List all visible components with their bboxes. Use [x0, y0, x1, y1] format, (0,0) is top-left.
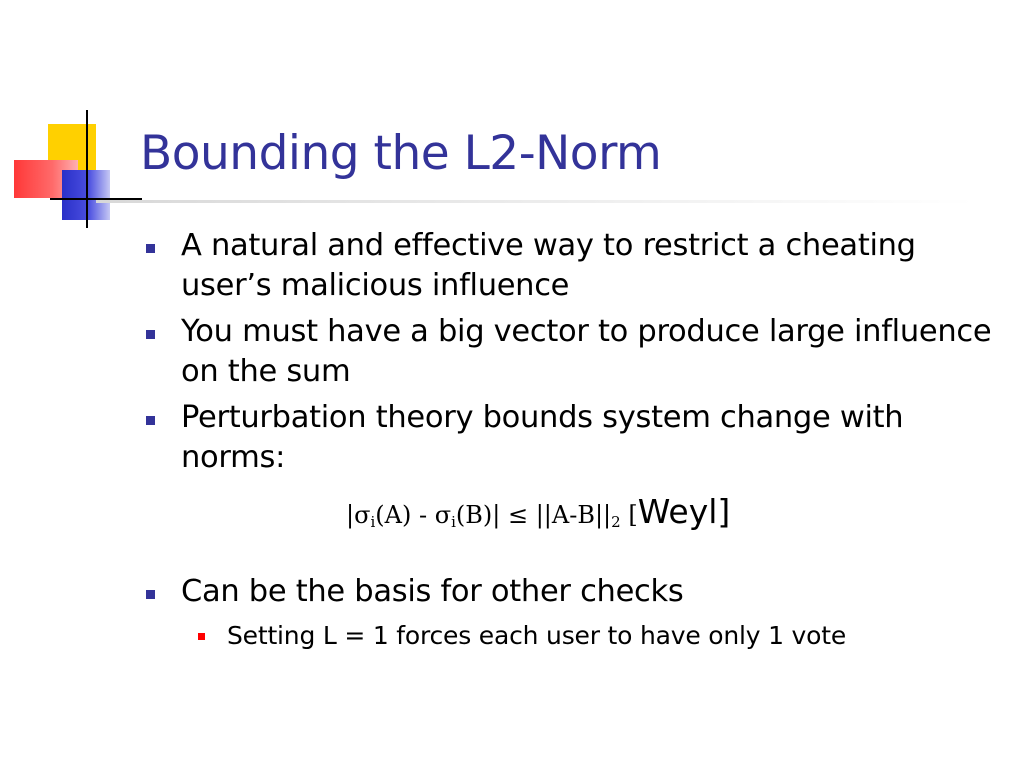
formula-text: (A) - σ — [375, 501, 452, 529]
bullet-marker-icon — [146, 244, 155, 253]
bullet-marker-icon — [146, 416, 155, 425]
weyl-inequality-formula — [346, 490, 730, 544]
sub-bullet-marker-icon — [198, 633, 205, 640]
formula-text: [ — [620, 501, 638, 529]
bullet-marker-icon — [146, 590, 155, 599]
formula-subscript: i — [451, 513, 456, 531]
formula-citation: Weyl] — [637, 492, 731, 531]
formula-subscript: 2 — [611, 513, 621, 531]
bullet-marker-icon — [146, 330, 155, 339]
bullet-text: Perturbation theory bounds system change with norms: — [181, 400, 904, 475]
bullet-text: A natural and effective way to restrict a cheating user’s malicious influence — [181, 228, 916, 303]
formula-subscript: i — [370, 513, 376, 531]
formula-text: (B)| ≤ ||A-B|| — [455, 501, 612, 529]
slide-title: Bounding the L2-Norm — [140, 126, 662, 181]
bullet-text: Can be the basis for other checks — [181, 574, 684, 609]
formula-text: |σ — [346, 501, 371, 529]
bullet-text: You must have a big vector to produce large influence on the sum — [181, 314, 992, 389]
sub-bullet-text: Setting L = 1 forces each user to have only 1 vote — [227, 621, 847, 650]
